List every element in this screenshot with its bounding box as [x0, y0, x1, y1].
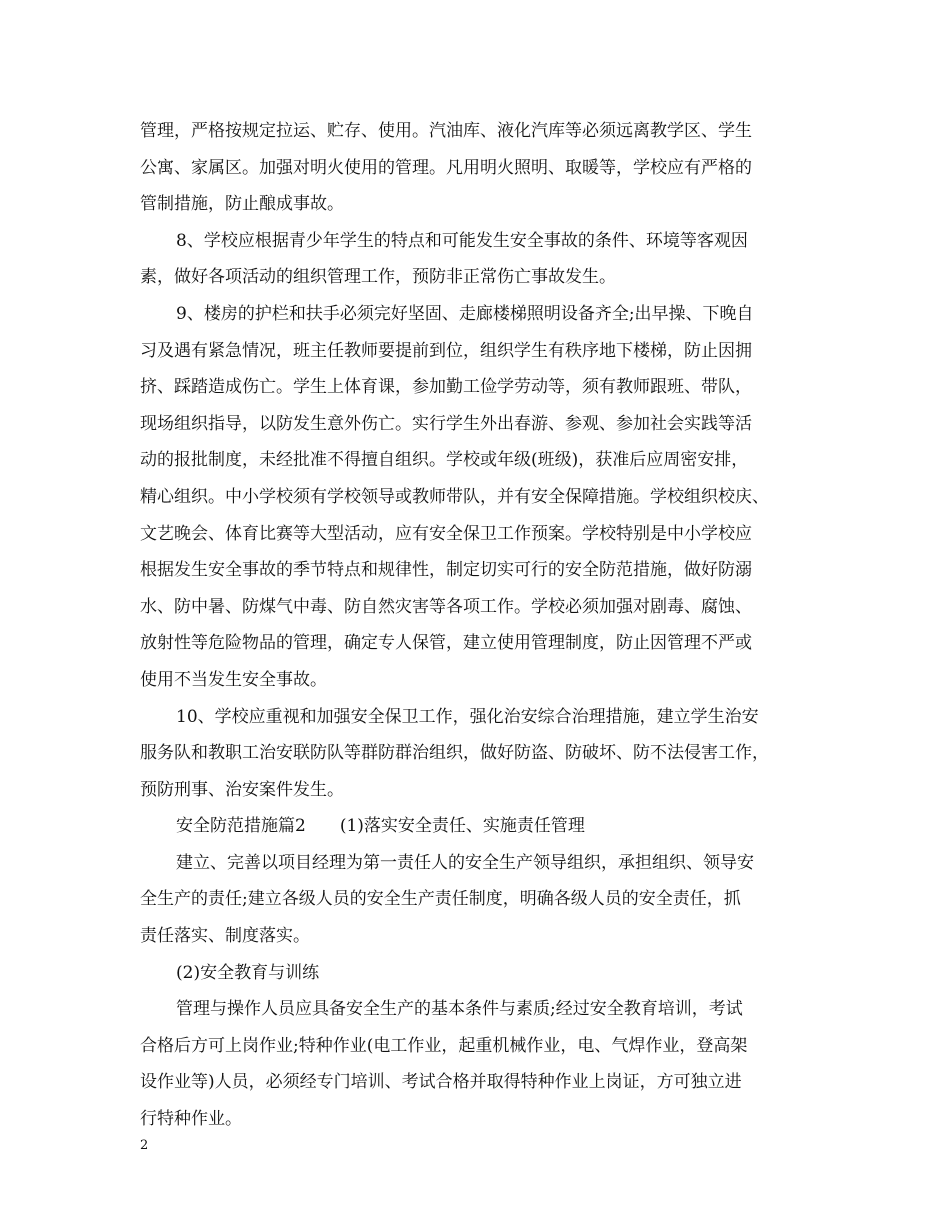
text-line: 建立、完善以项目经理为第一责任人的安全生产领导组织，承担组织、领导安 [176, 852, 754, 873]
text-line: 合格后方可上岗作业;特种作业(电工作业，起重机械作业，电、气焊作业，登高架 [140, 1035, 748, 1056]
body-text-block-1 [140, 113, 816, 808]
document-body [140, 113, 816, 1138]
text-line: 素，做好各项活动的组织管理工作，预防非正常伤亡事故发生。 [140, 267, 616, 288]
section-title: 安全防范措施篇2 [176, 816, 306, 837]
text-line: 放射性等危险物品的管理，确定专人保管，建立使用管理制度，防止因管理不严或 [140, 633, 752, 654]
page-number: 2 [140, 1138, 149, 1153]
text-line: 全生产的责任;建立各级人员的安全生产责任制度，明确各级人员的安全责任，抓 [140, 889, 741, 910]
text-line: 管理，严格按规定拉运、贮存、使用。汽油库、液化汽库等必须远离教学区、学生 [140, 121, 752, 141]
subsection-title-1: (1)落实安全责任、实施责任管理 [339, 816, 585, 837]
text-line: (2)安全教育与训练 [176, 962, 320, 983]
text-line: 精心组织。中小学校须有学校领导或教师带队，并有安全保障措施。学校组织校庆、 [140, 486, 769, 507]
text-line: 习及遇有紧急情况，班主任教师要提前到位，组织学生有秩序地下楼梯，防止因拥 [140, 340, 752, 361]
text-line: 使用不当发生安全事故。 [140, 669, 327, 690]
text-line: 责任落实、制度落实。 [140, 926, 310, 947]
text-line: 8、学校应根据青少年学生的特点和可能发生安全事故的条件、环境等客观因 [176, 230, 748, 251]
text-line: 现场组织指导，以防发生意外伤亡。实行学生外出春游、参观、参加社会实践等活 [140, 413, 752, 434]
body-text-block-2 [140, 845, 816, 1138]
section-heading [140, 808, 816, 845]
text-line: 9、楼房的护栏和扶手必须完好坚固、走廊楼梯照明设备齐全;出早操、下晚自 [176, 303, 754, 324]
text-line: 预防刑事、治安案件发生。 [140, 779, 344, 800]
text-line: 管制措施，防止酿成事故。 [140, 194, 344, 215]
text-line: 公寓、家属区。加强对明火使用的管理。凡用明火照明、取暖等，学校应有严格的 [140, 157, 752, 178]
text-line: 根据发生安全事故的季节特点和规律性，制定切实可行的安全防范措施，做好防溺 [140, 560, 752, 581]
text-line: 挤、踩踏造成伤亡。学生上体育课，参加勤工俭学劳动等，须有教师跟班、带队， [140, 377, 752, 398]
text-line: 管理与操作人员应具备安全生产的基本条件与素质;经过安全教育培训，考试 [176, 999, 743, 1020]
text-line: 设作业等)人员，必须经专门培训、考试合格并取得特种作业上岗证，方可独立进 [140, 1072, 742, 1093]
text-line: 动的报批制度，未经批准不得擅自组织。学校或年级(班级)，获准后应周密安排， [140, 450, 749, 471]
text-line: 服务队和教职工治安联防队等群防群治组织，做好防盗、防破坏、防不法侵害工作， [140, 743, 769, 764]
text-line: 文艺晚会、体育比赛等大型活动，应有安全保卫工作预案。学校特别是中小学校应 [140, 523, 752, 544]
text-line: 10、学校应重视和加强安全保卫工作，强化治安综合治理措施，建立学生治安 [176, 706, 759, 727]
text-line: 行特种作业。 [140, 1109, 242, 1130]
text-line: 水、防中暑、防煤气中毒、防自然灾害等各项工作。学校必须加强对剧毒、腐蚀、 [140, 596, 752, 617]
section-heading-line [140, 808, 816, 845]
